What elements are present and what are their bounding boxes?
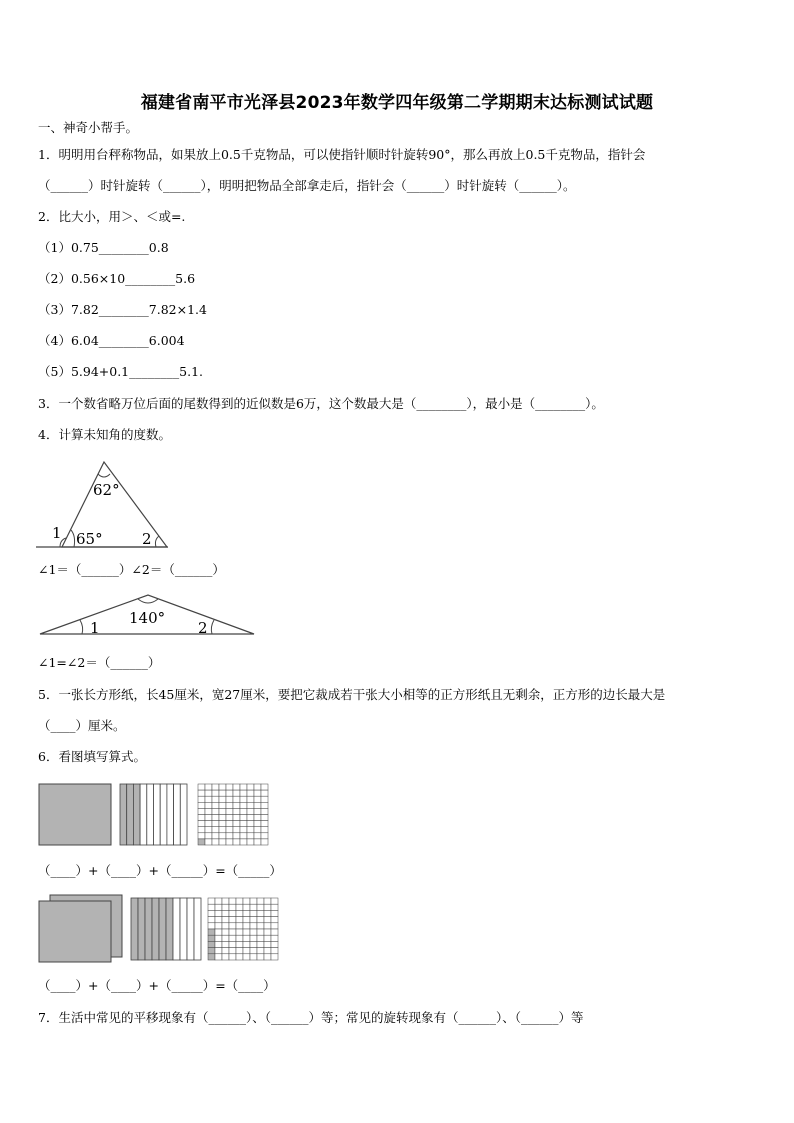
hundredth-cell xyxy=(240,839,247,845)
hundredth-cell xyxy=(271,923,278,929)
hundredth-cell xyxy=(250,910,257,916)
hundredth-cell xyxy=(240,815,247,821)
tenth-strip xyxy=(145,898,152,960)
q6-equation1: （____）+（____）+（_____）=（_____） xyxy=(38,863,282,878)
angle1-label: 1 xyxy=(52,524,62,542)
hundredth-cell xyxy=(229,904,236,910)
hundredth-cell xyxy=(257,935,264,941)
hundredth-cell xyxy=(261,808,268,814)
row2-hundredths-grid xyxy=(208,898,278,960)
hundredth-cell xyxy=(198,827,205,833)
hundredth-cell xyxy=(215,929,222,935)
hundredth-cell xyxy=(257,904,264,910)
triangle-figure-1 xyxy=(36,458,176,554)
hundredth-cell xyxy=(240,784,247,790)
hundredth-cell xyxy=(233,821,240,827)
hundredth-cell xyxy=(233,808,240,814)
hundredth-cell xyxy=(215,917,222,923)
hundredth-cell xyxy=(254,833,261,839)
hundredth-cell xyxy=(240,827,247,833)
hundredth-cell xyxy=(236,941,243,947)
hundredth-cell xyxy=(205,784,212,790)
hundredth-cell xyxy=(229,898,236,904)
hundredth-cell xyxy=(250,917,257,923)
hundredth-cell xyxy=(271,904,278,910)
hundredth-cell xyxy=(243,941,250,947)
hundredth-cell xyxy=(257,929,264,935)
hundredth-cell xyxy=(215,954,222,960)
hundredth-cell xyxy=(226,796,233,802)
hundredth-cell xyxy=(271,898,278,904)
hundredth-cell xyxy=(229,954,236,960)
q7-text: 7．生活中常见的平移现象有（______）、（______）等；常见的旋转现象有（______）、（______）等 xyxy=(38,1010,584,1025)
hundredth-cell xyxy=(226,790,233,796)
hundredth-cell xyxy=(219,784,226,790)
hundredth-cell xyxy=(243,948,250,954)
tenth-strip xyxy=(140,784,147,845)
hundredth-cell xyxy=(208,935,215,941)
hundredth-cell xyxy=(254,796,261,802)
hundredth-cell xyxy=(236,904,243,910)
hundredth-cell xyxy=(219,802,226,808)
hundredth-cell xyxy=(257,898,264,904)
hundredth-cell xyxy=(229,923,236,929)
hundredth-cell xyxy=(212,833,219,839)
hundredth-cell xyxy=(205,802,212,808)
hundredth-cell xyxy=(212,802,219,808)
q1-line1: 1．明明用台秤称物品，如果放上0.5千克物品，可以使指针顺时针旋转90°，那么再放上0.5千克物品，指针会 xyxy=(38,147,646,162)
hundredth-cell xyxy=(205,821,212,827)
triangle2-angle1-label: 1 xyxy=(90,619,100,637)
hundredth-cell xyxy=(215,948,222,954)
tenth-strip xyxy=(147,784,154,845)
q2-item-5: （5）5.94+0.1________5.1. xyxy=(38,364,203,379)
hundredth-cell xyxy=(219,833,226,839)
hundredth-cell xyxy=(205,827,212,833)
tenth-strip xyxy=(187,898,194,960)
hundredth-cell xyxy=(198,815,205,821)
hundredth-cell xyxy=(226,839,233,845)
hundredth-cell xyxy=(198,833,205,839)
hundredth-cell xyxy=(222,948,229,954)
hundredth-cell xyxy=(250,898,257,904)
hundredth-cell xyxy=(198,802,205,808)
hundredth-cell xyxy=(250,935,257,941)
hundredth-cell xyxy=(233,790,240,796)
q6-row2-figures xyxy=(38,893,283,963)
tenth-strip xyxy=(159,898,166,960)
hundredth-cell xyxy=(212,821,219,827)
hundredth-cell xyxy=(233,802,240,808)
hundredth-cell xyxy=(212,790,219,796)
hundredth-cell xyxy=(219,796,226,802)
angle-62-label: 62° xyxy=(93,481,120,499)
q6-stem: 6．看图填写算式。 xyxy=(38,749,146,764)
hundredth-cell xyxy=(254,802,261,808)
hundredth-cell xyxy=(247,815,254,821)
hundredth-cell xyxy=(212,815,219,821)
hundredth-cell xyxy=(264,910,271,916)
hundredth-cell xyxy=(219,808,226,814)
hundredth-cell xyxy=(254,815,261,821)
hundredth-cell xyxy=(247,796,254,802)
row1-tenths-strips xyxy=(120,784,187,845)
angle2-arc xyxy=(155,536,159,547)
hundredth-cell xyxy=(222,935,229,941)
hundredth-cell xyxy=(215,898,222,904)
hundredth-cell xyxy=(261,802,268,808)
q2-stem: 2．比大小，用＞、＜或=. xyxy=(38,209,186,224)
page-title: 福建省南平市光泽县2023年数学四年级第二学期期末达标测试试题 xyxy=(140,93,654,113)
hundredth-cell xyxy=(264,954,271,960)
hundredth-cell xyxy=(254,839,261,845)
hundredth-cell xyxy=(254,821,261,827)
hundredth-cell xyxy=(198,790,205,796)
hundredth-cell xyxy=(215,935,222,941)
hundredth-cell xyxy=(254,784,261,790)
hundredth-cell xyxy=(261,833,268,839)
hundredth-cell xyxy=(264,948,271,954)
hundredth-cell xyxy=(198,808,205,814)
hundredth-cell xyxy=(254,808,261,814)
hundredth-cell xyxy=(243,935,250,941)
triangle1-left-arc xyxy=(71,530,75,547)
tenth-strip xyxy=(152,898,159,960)
hundredth-cell xyxy=(212,808,219,814)
q2-item-4: （4）6.04________6.004 xyxy=(38,333,185,348)
hundredth-cell xyxy=(226,821,233,827)
hundredth-cell xyxy=(198,796,205,802)
hundredth-cell xyxy=(233,796,240,802)
hundredth-cell xyxy=(229,910,236,916)
hundredth-cell xyxy=(236,929,243,935)
hundredth-cell xyxy=(219,827,226,833)
hundredth-cell xyxy=(208,954,215,960)
hundredth-cell xyxy=(226,815,233,821)
hundredth-cell xyxy=(233,815,240,821)
hundredth-cell xyxy=(240,808,247,814)
hundredth-cell xyxy=(233,784,240,790)
hundredth-cell xyxy=(222,910,229,916)
hundredth-cell xyxy=(233,833,240,839)
hundredth-cell xyxy=(229,935,236,941)
hundredth-cell xyxy=(261,815,268,821)
hundredth-cell xyxy=(198,839,205,845)
row1-hundredths-grid xyxy=(198,784,268,845)
hundredth-cell xyxy=(250,904,257,910)
hundredth-cell xyxy=(219,790,226,796)
tenth-strip xyxy=(180,898,187,960)
hundredth-cell xyxy=(229,929,236,935)
hundredth-cell xyxy=(233,839,240,845)
hundredth-cell xyxy=(212,827,219,833)
hundredth-cell xyxy=(222,923,229,929)
angle2-label: 2 xyxy=(142,530,152,548)
hundredth-cell xyxy=(219,815,226,821)
hundredth-cell xyxy=(243,904,250,910)
hundredth-cell xyxy=(271,954,278,960)
section-heading: 一、神奇小帮手。 xyxy=(38,120,139,135)
hundredth-cell xyxy=(236,948,243,954)
hundredth-cell xyxy=(243,929,250,935)
hundredth-cell xyxy=(247,827,254,833)
hundredth-cell xyxy=(257,948,264,954)
hundredth-cell xyxy=(247,839,254,845)
q2-item-3: （3）7.82________7.82×1.4 xyxy=(38,302,207,317)
hundredth-cell xyxy=(215,910,222,916)
triangle2-top-arc xyxy=(138,599,158,603)
triangle2-angle2-arc xyxy=(211,620,214,634)
hundredth-cell xyxy=(219,839,226,845)
triangle2-angle2-label: 2 xyxy=(198,619,208,637)
hundredth-cell xyxy=(222,941,229,947)
hundredth-cell xyxy=(208,910,215,916)
hundredth-cell xyxy=(247,790,254,796)
q2-item-2: （2）0.56×10________5.6 xyxy=(38,271,196,286)
hundredth-cell xyxy=(222,917,229,923)
tenth-strip xyxy=(154,784,161,845)
hundredth-cell xyxy=(271,935,278,941)
tenth-strip xyxy=(194,898,201,960)
hundredth-cell xyxy=(271,941,278,947)
hundredth-cell xyxy=(236,923,243,929)
hundredth-cell xyxy=(250,941,257,947)
hundredth-cell xyxy=(271,948,278,954)
hundredth-cell xyxy=(247,833,254,839)
tenth-strip xyxy=(127,784,134,845)
hundredth-cell xyxy=(250,948,257,954)
hundredth-cell xyxy=(261,784,268,790)
hundredth-cell xyxy=(205,815,212,821)
hundredth-cell xyxy=(198,821,205,827)
hundredth-cell xyxy=(222,904,229,910)
q1-line2: （______）时针旋转（______），明明把物品全部拿走后，指针会（______）时针旋转（______）。 xyxy=(38,178,576,193)
row1-unit-square xyxy=(39,784,111,845)
hundredth-cell xyxy=(257,941,264,947)
row2-tenths-strips xyxy=(131,898,201,960)
hundredth-cell xyxy=(247,784,254,790)
hundredth-cell xyxy=(257,954,264,960)
hundredth-cell xyxy=(264,904,271,910)
tenth-strip xyxy=(131,898,138,960)
hundredth-cell xyxy=(236,910,243,916)
hundredth-cell xyxy=(215,923,222,929)
tenth-strip xyxy=(120,784,127,845)
hundredth-cell xyxy=(271,917,278,923)
hundredth-cell xyxy=(208,898,215,904)
hundredth-cell xyxy=(261,839,268,845)
angle-140-label: 140° xyxy=(129,609,166,627)
hundredth-cell xyxy=(257,917,264,923)
hundredth-cell xyxy=(219,821,226,827)
hundredth-cell xyxy=(243,923,250,929)
hundredth-cell xyxy=(208,904,215,910)
q4-answer1: ∠1＝（______）∠2＝（______） xyxy=(38,562,225,577)
hundredth-cell xyxy=(208,941,215,947)
q6-equation2: （____）+（____）+（_____）=（____） xyxy=(38,978,276,993)
hundredth-cell xyxy=(226,833,233,839)
hundredth-cell xyxy=(271,929,278,935)
hundredth-cell xyxy=(215,904,222,910)
hundredth-cell xyxy=(264,923,271,929)
hundredth-cell xyxy=(243,917,250,923)
hundredth-cell xyxy=(212,784,219,790)
hundredth-cell xyxy=(226,802,233,808)
hundredth-cell xyxy=(264,898,271,904)
triangle1-top-arc xyxy=(98,474,110,477)
hundredth-cell xyxy=(254,790,261,796)
hundredth-cell xyxy=(261,827,268,833)
hundredth-cell xyxy=(212,796,219,802)
hundredth-cell xyxy=(261,790,268,796)
hundredth-cell xyxy=(236,917,243,923)
q5-line1: 5．一张长方形纸，长45厘米，宽27厘米，要把它裁成若干张大小相等的正方形纸且无剩余，正方形的边长最大是 xyxy=(38,687,666,702)
hundredth-cell xyxy=(229,941,236,947)
hundredth-cell xyxy=(264,929,271,935)
triangle2-angle1-arc xyxy=(80,620,83,634)
hundredth-cell xyxy=(243,954,250,960)
hundredth-cell xyxy=(198,784,205,790)
hundredth-cell xyxy=(215,941,222,947)
hundredth-cell xyxy=(264,917,271,923)
tenth-strip xyxy=(180,784,187,845)
hundredth-cell xyxy=(205,833,212,839)
hundredth-cell xyxy=(271,910,278,916)
hundredth-cell xyxy=(250,923,257,929)
hundredth-cell xyxy=(240,821,247,827)
hundredth-cell xyxy=(208,929,215,935)
hundredth-cell xyxy=(208,948,215,954)
hundredth-cell xyxy=(240,802,247,808)
angle-65-label: 65° xyxy=(76,530,103,548)
hundredth-cell xyxy=(212,839,219,845)
q4-answer2: ∠1=∠2＝（______） xyxy=(38,655,161,670)
hundredth-cell xyxy=(247,808,254,814)
hundredth-cell xyxy=(240,790,247,796)
hundredth-cell xyxy=(208,917,215,923)
q4-stem: 4．计算未知角的度数。 xyxy=(38,427,171,442)
hundredth-cell xyxy=(205,808,212,814)
row2-unit-square-front xyxy=(39,901,111,962)
tenth-strip xyxy=(173,898,180,960)
hundredth-cell xyxy=(236,954,243,960)
hundredth-cell xyxy=(247,802,254,808)
tenth-strip xyxy=(174,784,181,845)
hundredth-cell xyxy=(205,839,212,845)
hundredth-cell xyxy=(208,923,215,929)
q2-item-1: （1）0.75________0.8 xyxy=(38,240,169,255)
tenth-strip xyxy=(166,898,173,960)
hundredth-cell xyxy=(240,833,247,839)
hundredth-cell xyxy=(257,910,264,916)
hundredth-cell xyxy=(264,935,271,941)
q5-line2: （____）厘米。 xyxy=(38,718,126,733)
hundredth-cell xyxy=(205,790,212,796)
tenth-strip xyxy=(160,784,167,845)
hundredth-cell xyxy=(240,796,247,802)
hundredth-cell xyxy=(226,827,233,833)
hundredth-cell xyxy=(243,898,250,904)
hundredth-cell xyxy=(247,821,254,827)
q3-text: 3．一个数省略万位后面的尾数得到的近似数是6万，这个数最大是（________），最小是（________）。 xyxy=(38,396,604,411)
hundredth-cell xyxy=(257,923,264,929)
hundredth-cell xyxy=(226,784,233,790)
hundredth-cell xyxy=(236,898,243,904)
hundredth-cell xyxy=(243,910,250,916)
hundredth-cell xyxy=(229,917,236,923)
hundredth-cell xyxy=(250,929,257,935)
hundredth-cell xyxy=(205,796,212,802)
q6-row1-figures xyxy=(38,783,278,847)
hundredth-cell xyxy=(261,821,268,827)
tenth-strip xyxy=(138,898,145,960)
hundredth-cell xyxy=(222,898,229,904)
hundredth-cell xyxy=(222,929,229,935)
tenth-strip xyxy=(167,784,174,845)
hundredth-cell xyxy=(254,827,261,833)
hundredth-cell xyxy=(233,827,240,833)
hundredth-cell xyxy=(264,941,271,947)
tenth-strip xyxy=(133,784,140,845)
hundredth-cell xyxy=(226,808,233,814)
hundredth-cell xyxy=(250,954,257,960)
hundredth-cell xyxy=(229,948,236,954)
triangle-figure-2 xyxy=(36,591,260,639)
hundredth-cell xyxy=(222,954,229,960)
hundredth-cell xyxy=(261,796,268,802)
hundredth-cell xyxy=(236,935,243,941)
